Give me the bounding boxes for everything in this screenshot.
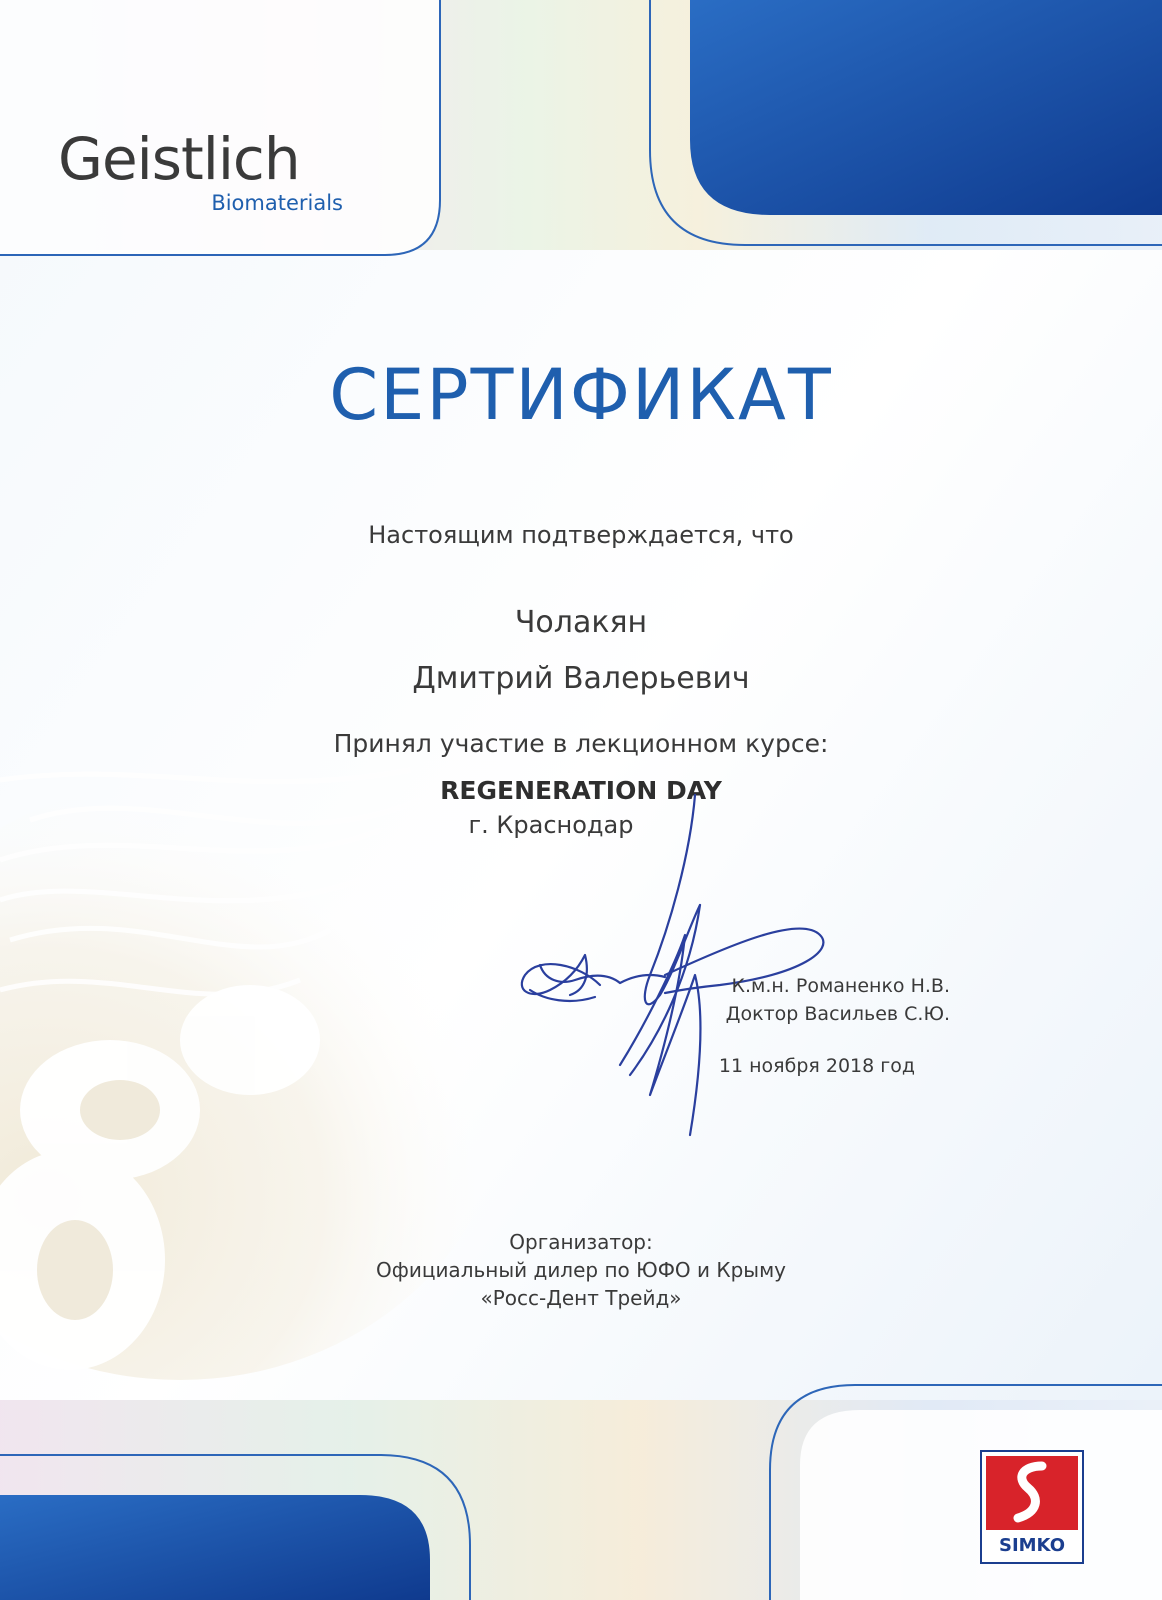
signatory-line-1: К.м.н. Романенко Н.В. <box>731 975 950 997</box>
simko-logo <box>980 1450 1084 1564</box>
certificate-title: СЕРТИФИКАТ <box>329 354 833 436</box>
simko-text: SIMKO <box>998 1535 1065 1556</box>
signatories-block <box>620 972 950 1028</box>
logo-sub: Biomaterials <box>211 191 343 215</box>
recipient-last-name: Чолакян <box>514 605 648 640</box>
organizer-line-1: Официальный дилер по ЮФО и Крыму <box>375 1258 786 1282</box>
organizer-label: Организатор: <box>509 1230 653 1254</box>
logo-brand: Geistlich <box>58 125 300 193</box>
geistlich-logo <box>58 125 398 216</box>
course-city: г. Краснодар <box>468 811 634 839</box>
simko-emblem-icon <box>982 1452 1082 1534</box>
organizer-line-2: «Росс-Дент Трейд» <box>480 1286 682 1310</box>
course-name: REGENERATION DAY <box>440 776 722 805</box>
organizer-block <box>0 1228 1162 1312</box>
intro-text: Настоящим подтверждается, что <box>368 521 794 549</box>
signatory-line-2: Доктор Васильев С.Ю. <box>725 1003 950 1025</box>
recipient-first-middle: Дмитрий Валерьевич <box>412 661 750 696</box>
handwritten-signature <box>500 775 860 1155</box>
course-lead: Принял участие в лекционном курсе: <box>333 729 829 758</box>
certificate-date: 11 ноября 2018 год <box>718 1055 915 1077</box>
